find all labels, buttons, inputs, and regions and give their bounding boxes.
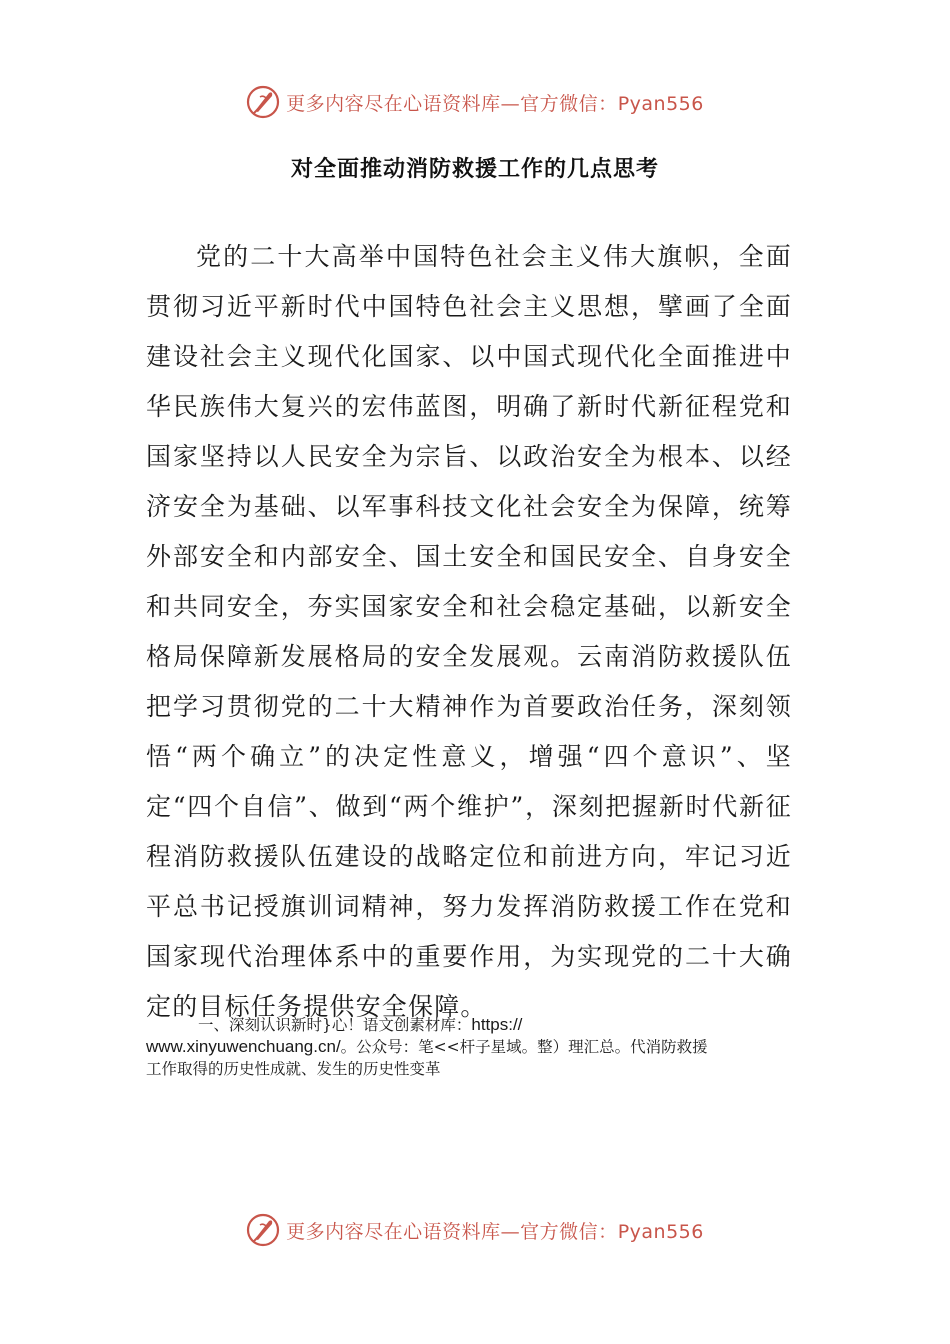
wechat-id: Pyan556	[617, 1220, 704, 1243]
header-banner	[0, 82, 950, 122]
quill-pen-logo-icon	[246, 1213, 280, 1247]
wechat-label: 官方微信：	[520, 1220, 618, 1243]
wechat-id: Pyan556	[617, 92, 704, 115]
body-paragraph: 党的二十大高举中国特色社会主义伟大旗帜，全面贯彻习近平新时代中国特色社会主义思想，擘画了全面建设社会主义现代化国家、以中国式现代化全面推进中华民族伟大复兴的宏伟蓝图，明确了新时代新征程党和国家坚持以人民安全为宗旨、以政治安全为根本、以经济安全为基础、以军事科技文化社会安全为保障，统筹外部安全和内部安全、国土安全和国民安全、自身安全和共同安全，夯实国家安全和社会稳定基础，以新安全格局保障新发展格局的安全发展观。云南消防救援队伍把学习贯彻党的二十大精神作为首要政治任务，深刻领悟“两个确立”的决定性意义，增强“四个意识”、坚定“四个自信”、做到“两个维护”，深刻把握新时代新征程消防救援队伍建设的战略定位和前进方向，牢记习近平总书记授旗训词精神，努力发挥消防救援工作在党和国家现代治理体系中的重要作用，为实现党的二十大确定的目标任务提供安全保障。	[146, 242, 792, 1021]
document-title: 对全面推动消防救援工作的几点思考	[290, 156, 659, 182]
note-url-start: https://	[471, 1015, 523, 1034]
note-middle: 。公众号：笔<<杆子星域。整）理汇总。代消防救援	[340, 1038, 708, 1056]
section-note	[146, 1014, 802, 1080]
note-prefix: 一、深刻认识新时}心！语文创素材库：	[198, 1016, 472, 1034]
header-banner-text	[286, 89, 704, 116]
footer-banner	[0, 1210, 950, 1250]
site-name: 更多内容尽在心语资料库	[286, 1220, 501, 1243]
note-line-1	[146, 1014, 802, 1036]
site-name: 更多内容尽在心语资料库	[286, 92, 501, 115]
wechat-label: 官方微信：	[520, 92, 618, 115]
quill-pen-logo-icon	[246, 85, 280, 119]
banner-separator: —	[500, 92, 521, 115]
note-line-3: 工作取得的历史性成就、发生的历史性变革	[146, 1060, 441, 1078]
banner-separator: —	[500, 1220, 521, 1243]
footer-banner-text	[286, 1217, 704, 1244]
note-url: www.xinyuwenchuang.cn/	[146, 1037, 341, 1056]
